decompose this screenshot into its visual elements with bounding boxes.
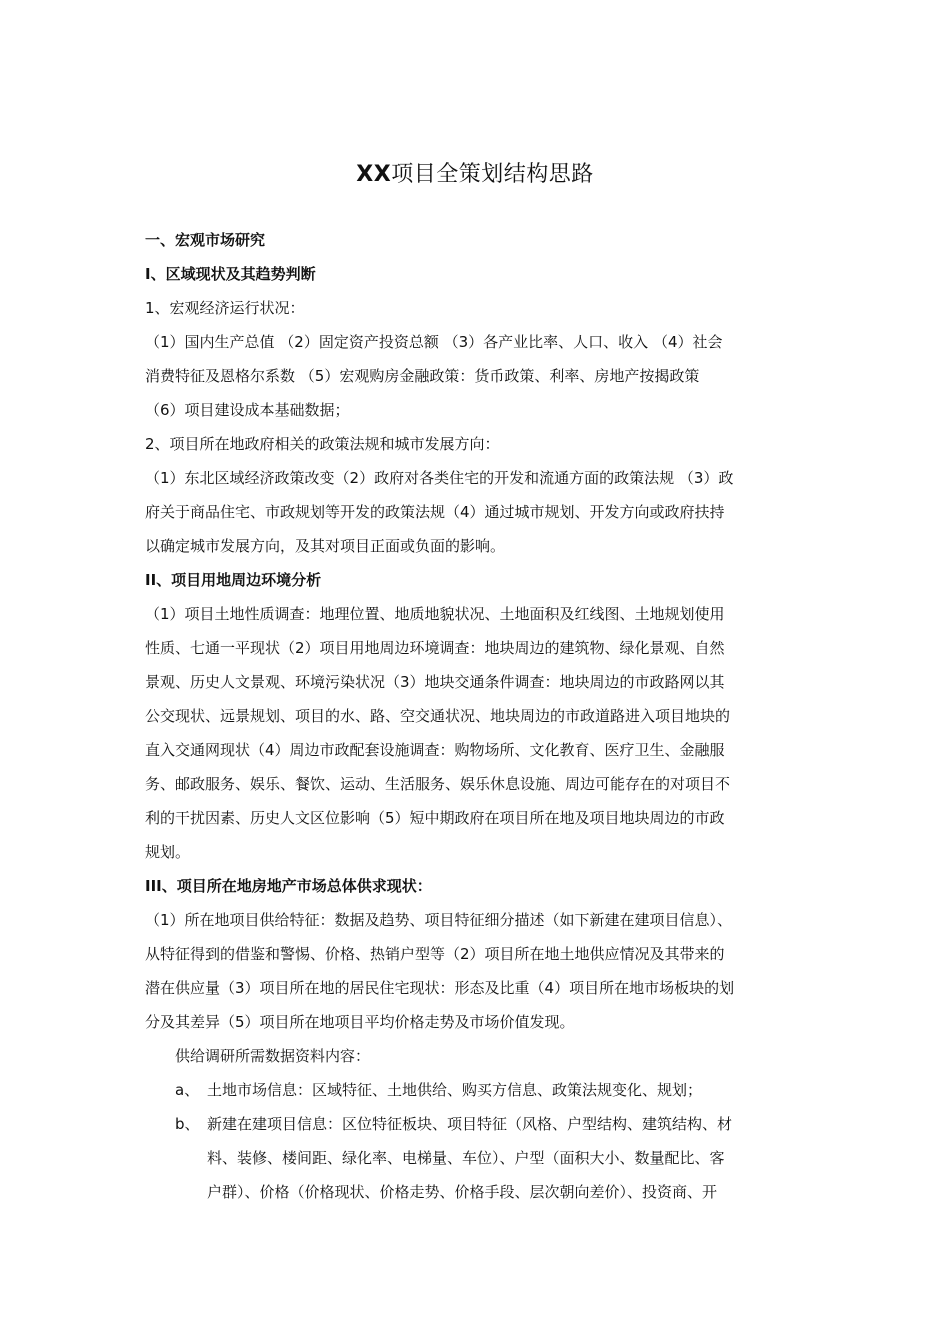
paragraph-policy	[145, 461, 809, 563]
paragraph-line: 府关于商品住宅、市政规划等开发的政策法规（4）通过城市规划、开发方向或政府扶持	[145, 503, 725, 521]
paragraph-line: （1）东北区域经济政策改变（2）政府对各类住宅的开发和流通方面的政策法规 （3）政	[145, 469, 734, 487]
paragraph-line: （1）项目土地性质调查：地理位置、地质地貌状况、土地面积及红线图、土地规划使用	[145, 605, 725, 623]
paragraph-line: 从特征得到的借鉴和警惕、价格、热销户型等（2）项目所在地土地供应情况及其带来的	[145, 945, 725, 963]
paragraph-line: 利的干扰因素、历史人文区位影响（5）短中期政府在项目所在地及项目地块周边的市政	[145, 809, 725, 827]
document-title	[0, 158, 950, 192]
paragraph-line: 务、邮政服务、娱乐、餐饮、运动、生活服务、娱乐休息设施、周边可能存在的对项目不	[145, 775, 731, 793]
title-text: 项目全策划结构思路	[391, 162, 594, 187]
paragraph-macro-economy	[145, 325, 809, 427]
part-heading-site-environment: II、项目用地周边环境分析	[145, 571, 322, 589]
paragraph-line: 公交现状、远景规划、项目的水、路、空交通状况、地块周边的市政道路进入项目地块的	[145, 707, 731, 725]
part-heading-regional-status: I、区域现状及其趋势判断	[145, 265, 316, 283]
list-item-line: 户群）、价格（价格现状、价格走势、价格手段、层次朝向差价）、投资商、开	[207, 1183, 718, 1201]
paragraph-line: （1）所在地项目供给特征：数据及趋势、项目特征细分描述（如下新建在建项目信息）、	[145, 911, 733, 929]
paragraph-line: 消费特征及恩格尔系数 （5）宏观购房金融政策：货币政策、利率、房地产按揭政策	[145, 367, 700, 385]
paragraph-line: 性质、七通一平现状（2）项目用地周边环境调查：地块周边的建筑物、绿化景观、自然	[145, 639, 725, 657]
paragraph-line: 以确定城市发展方向，及其对项目正面或负面的影响。	[145, 537, 506, 555]
document-body	[145, 223, 809, 1209]
paragraph-line: 分及其差异（5）项目所在地项目平均价格走势及市场价值发现。	[145, 1013, 575, 1031]
item-heading-macro-economy: 1、宏观经济运行状况：	[145, 299, 305, 317]
supply-data-intro: 供给调研所需数据资料内容：	[175, 1047, 371, 1065]
list-item-new-projects	[145, 1107, 809, 1209]
list-item-line: 新建在建项目信息：区位特征板块、项目特征（风格、户型结构、建筑结构、材	[207, 1115, 733, 1133]
list-item-text: 土地市场信息：区域特征、土地供给、购买方信息、政策法规变化、规划；	[207, 1081, 703, 1099]
item-heading-policy: 2、项目所在地政府相关的政策法规和城市发展方向：	[145, 435, 500, 453]
paragraph-supply-demand	[145, 903, 809, 1039]
paragraph-line: （1）国内生产总值 （2）固定资产投资总额 （3）各产业比率、人口、收入 （4）社会	[145, 333, 723, 351]
section-heading-macro-market: 一、宏观市场研究	[145, 231, 266, 249]
list-marker: a、	[175, 1081, 200, 1099]
title-prefix: XX	[356, 162, 392, 187]
list-item-line: 料、装修、楼间距、绿化率、电梯量、车位）、户型（面积大小、数量配比、客	[207, 1149, 725, 1167]
paragraph-line: （6）项目建设成本基础数据；	[145, 401, 350, 419]
list-marker: b、	[175, 1115, 200, 1133]
list-item-land-market	[145, 1073, 809, 1107]
part-heading-supply-demand: III、项目所在地房地产市场总体供求现状：	[145, 877, 432, 895]
paragraph-line: 潜在供应量（3）项目所在地的居民住宅现状：形态及比重（4）项目所在地市场板块的划	[145, 979, 735, 997]
paragraph-line: 规划。	[145, 843, 191, 861]
paragraph-site-environment	[145, 597, 809, 869]
paragraph-line: 景观、历史人文景观、环境污染状况（3）地块交通条件调查：地块周边的市政路网以其	[145, 673, 725, 691]
paragraph-line: 直入交通网现状（4）周边市政配套设施调查：购物场所、文化教育、医疗卫生、金融服	[145, 741, 725, 759]
